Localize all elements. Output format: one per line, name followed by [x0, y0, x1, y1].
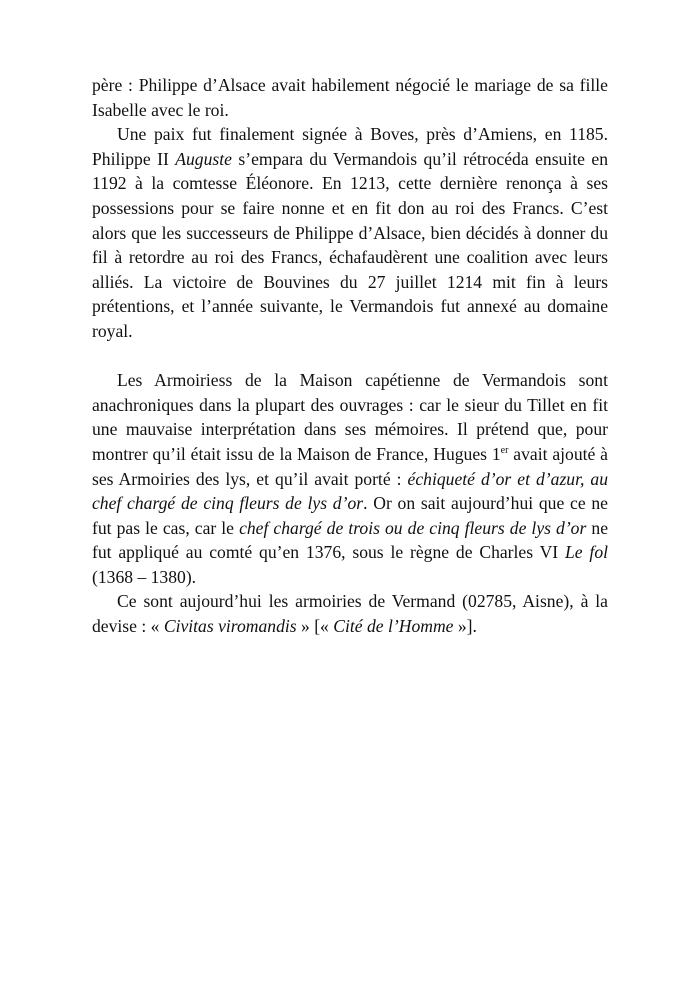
paragraph-3-superscript: er [500, 444, 509, 456]
paragraph-4-text-1: Ce sont aujourd’hui les armoiries de Vermand (02785, Aisne), à la devise : « [92, 591, 608, 637]
paragraph-4-italic-motto: Civitas viromandis [163, 616, 297, 637]
paragraph-2-italic-auguste: Auguste [175, 148, 232, 169]
paragraph-4-text-2: » [« [296, 616, 334, 637]
paragraph-3-italic-le-fol: Le fol [565, 542, 608, 563]
paragraph-3-text-2: avait ajouté à ses Armoiries des lys, et qu’il avait porté : [92, 443, 608, 489]
paragraph-3-italic-blazon-1: échiqueté d’or et d’azur, au chef chargé de cinq fleurs de lys d’or [92, 468, 608, 514]
paragraph-1-text: père : Philippe d’Alsace avait habilement négocié le mariage de sa fille Isabelle avec le roi. [92, 75, 608, 120]
paragraph-3-text-5: (1368 – 1380). [92, 566, 197, 587]
paragraph-3-italic-blazon-2: chef chargé de trois ou de cinq fleurs de lys d’or [239, 517, 587, 538]
paragraph-3 [92, 368, 608, 589]
paragraph-3-text-1: Les Armoiriess de la Maison capétienne de Vermandois sont anachroniques dans la plupart des ouvrages : car le sieur du Tillet en fit une mauvaise interprétation dans ses mémoires. Il prétend que, pour montrer qu’il était issu de la Maison de France, Hugues 1 [92, 370, 608, 464]
paragraph-4-italic-translation: Cité de l’Homme [333, 616, 454, 637]
paragraph-3-text-4: ne fut appliqué au comté qu’en 1376, sous le règne de Charles VI [92, 517, 609, 563]
paragraph-4 [92, 589, 608, 638]
paragraph-2 [92, 122, 608, 343]
paragraph-1 [92, 73, 608, 122]
paragraph-2-text-1: Une paix fut finalement signée à Boves, près d’Amiens, en 1185. Philippe II [92, 124, 608, 169]
paragraph-3-text-3: . Or on sait aujourd’hui que ce ne fut pas le cas, car le [92, 493, 608, 538]
paragraph-4-text-3: »]. [453, 616, 477, 637]
paragraph-2-text-2: s’empara du Vermandois qu’il rétrocéda ensuite en 1192 à la comtesse Éléonore. En 1213, cette dernière renonça à ses possessions pour se faire nonne et en fit don au roi des Francs. C’est alors que les successeurs de Philippe d’Alsace, bien décidés à donner du fil à retordre au roi des Francs, échafaudèrent une coalition avec leurs alliés. La victoire de Bouvines du 27 juillet 1214 mit fin à leurs prétentions, et l’année suivante, le Vermandois fut annexé au domaine royal. [92, 148, 608, 341]
page-body [92, 73, 608, 639]
